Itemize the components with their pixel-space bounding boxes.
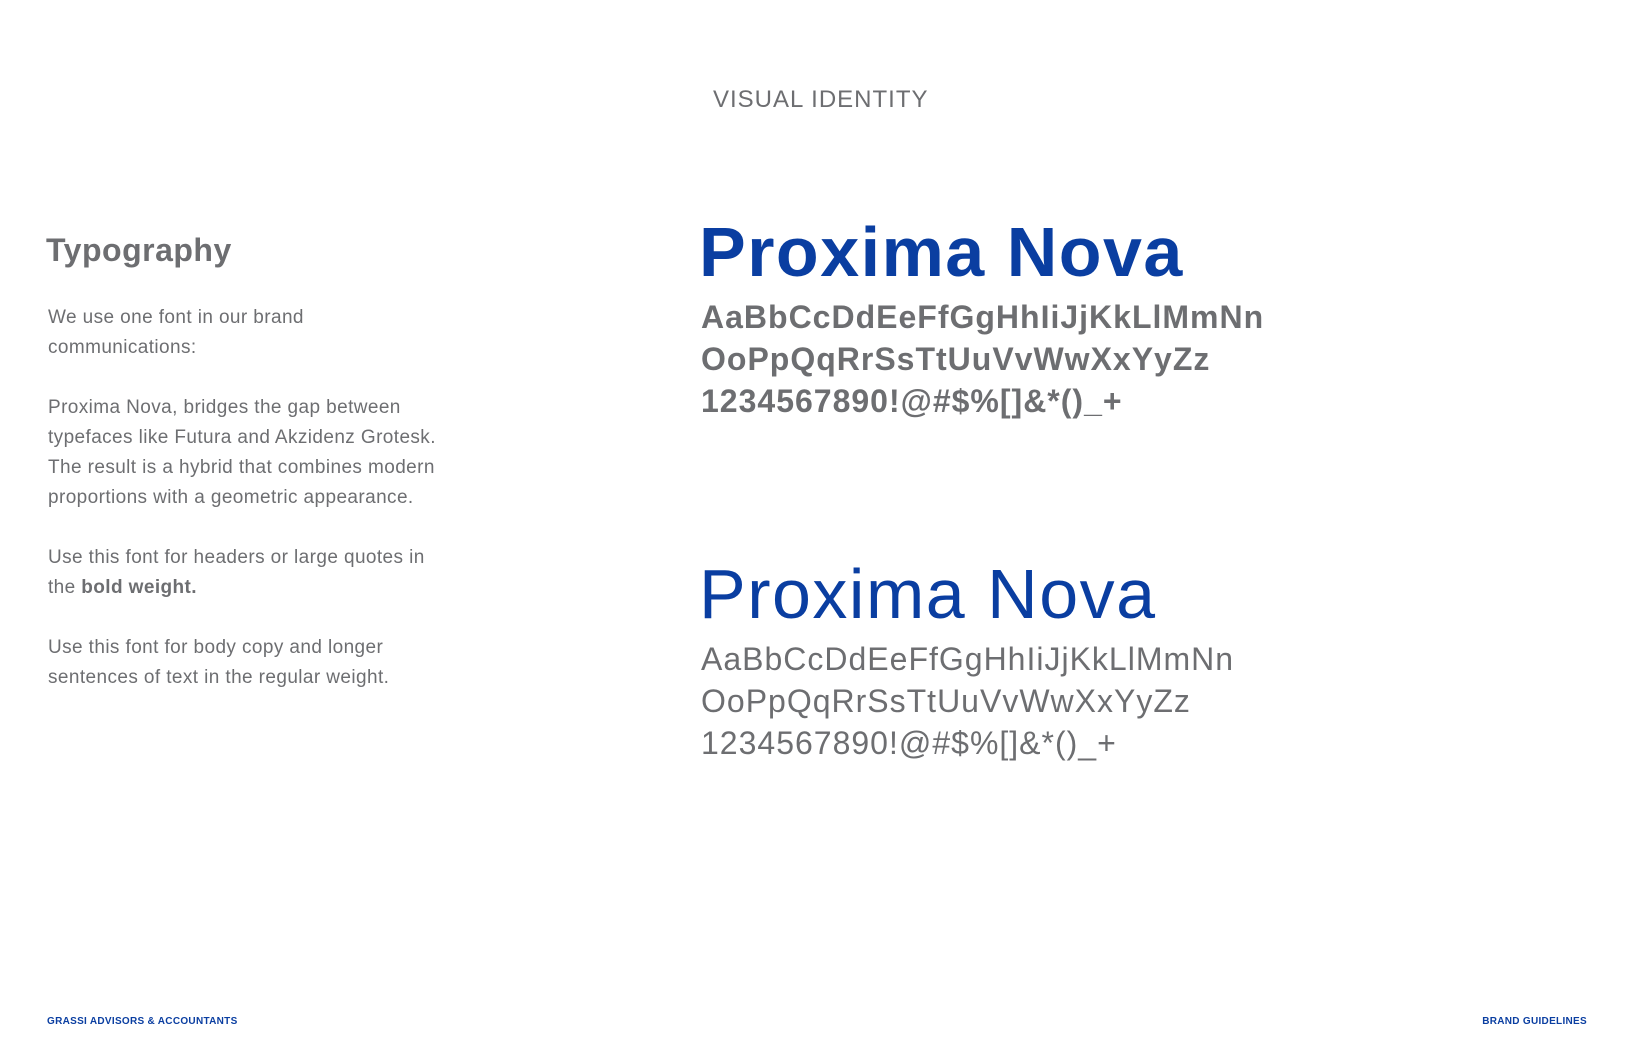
regular-specimen-numerals-line: 1234567890!@#$%[]&*()_+ [701,725,1117,761]
bold-specimen-alphabet-line-1: AaBbCcDdEeFfGgHhIiJjKkLlMmNn [701,299,1265,335]
footer-company-name: GRASSI ADVISORS & ACCOUNTANTS [47,1016,238,1027]
regular-specimen-title: Proxima Nova [699,555,1157,633]
font-description-paragraph: Proxima Nova, bridges the gap between typefaces like Futura and Akzidenz Grotesk. The result is a hybrid that combines modern proportions with a geometric appearance. [48,397,436,508]
body-usage-paragraph: Use this font for body copy and longer sentences of text in the regular weight. [48,637,390,688]
headers-usage-text: Use this font for headers or large quotes in the [48,547,425,598]
typography-intro [46,232,446,723]
bold-specimen-title: Proxima Nova [699,213,1184,291]
bold-font-specimen [701,210,1581,422]
bold-specimen-alphabet-line-2: OoPpQqRrSsTtUuVvWwXxYyZz [701,341,1211,377]
page-heading: Typography [46,232,232,268]
regular-specimen-alphabet-line-1: AaBbCcDdEeFfGgHhIiJjKkLlMmNn [701,641,1235,677]
section-label: VISUAL IDENTITY [713,86,929,113]
regular-font-specimen [701,552,1581,764]
bold-specimen-numerals-line: 1234567890!@#$%[]&*()_+ [701,383,1123,419]
bold-weight-emphasis: bold weight. [81,577,197,598]
regular-specimen-alphabet-line-2: OoPpQqRrSsTtUuVvWwXxYyZz [701,683,1191,719]
intro-paragraph: We use one font in our brand communications: [48,307,304,358]
headers-usage-paragraph [48,543,446,603]
footer-document-title: BRAND GUIDELINES [1482,1016,1587,1027]
